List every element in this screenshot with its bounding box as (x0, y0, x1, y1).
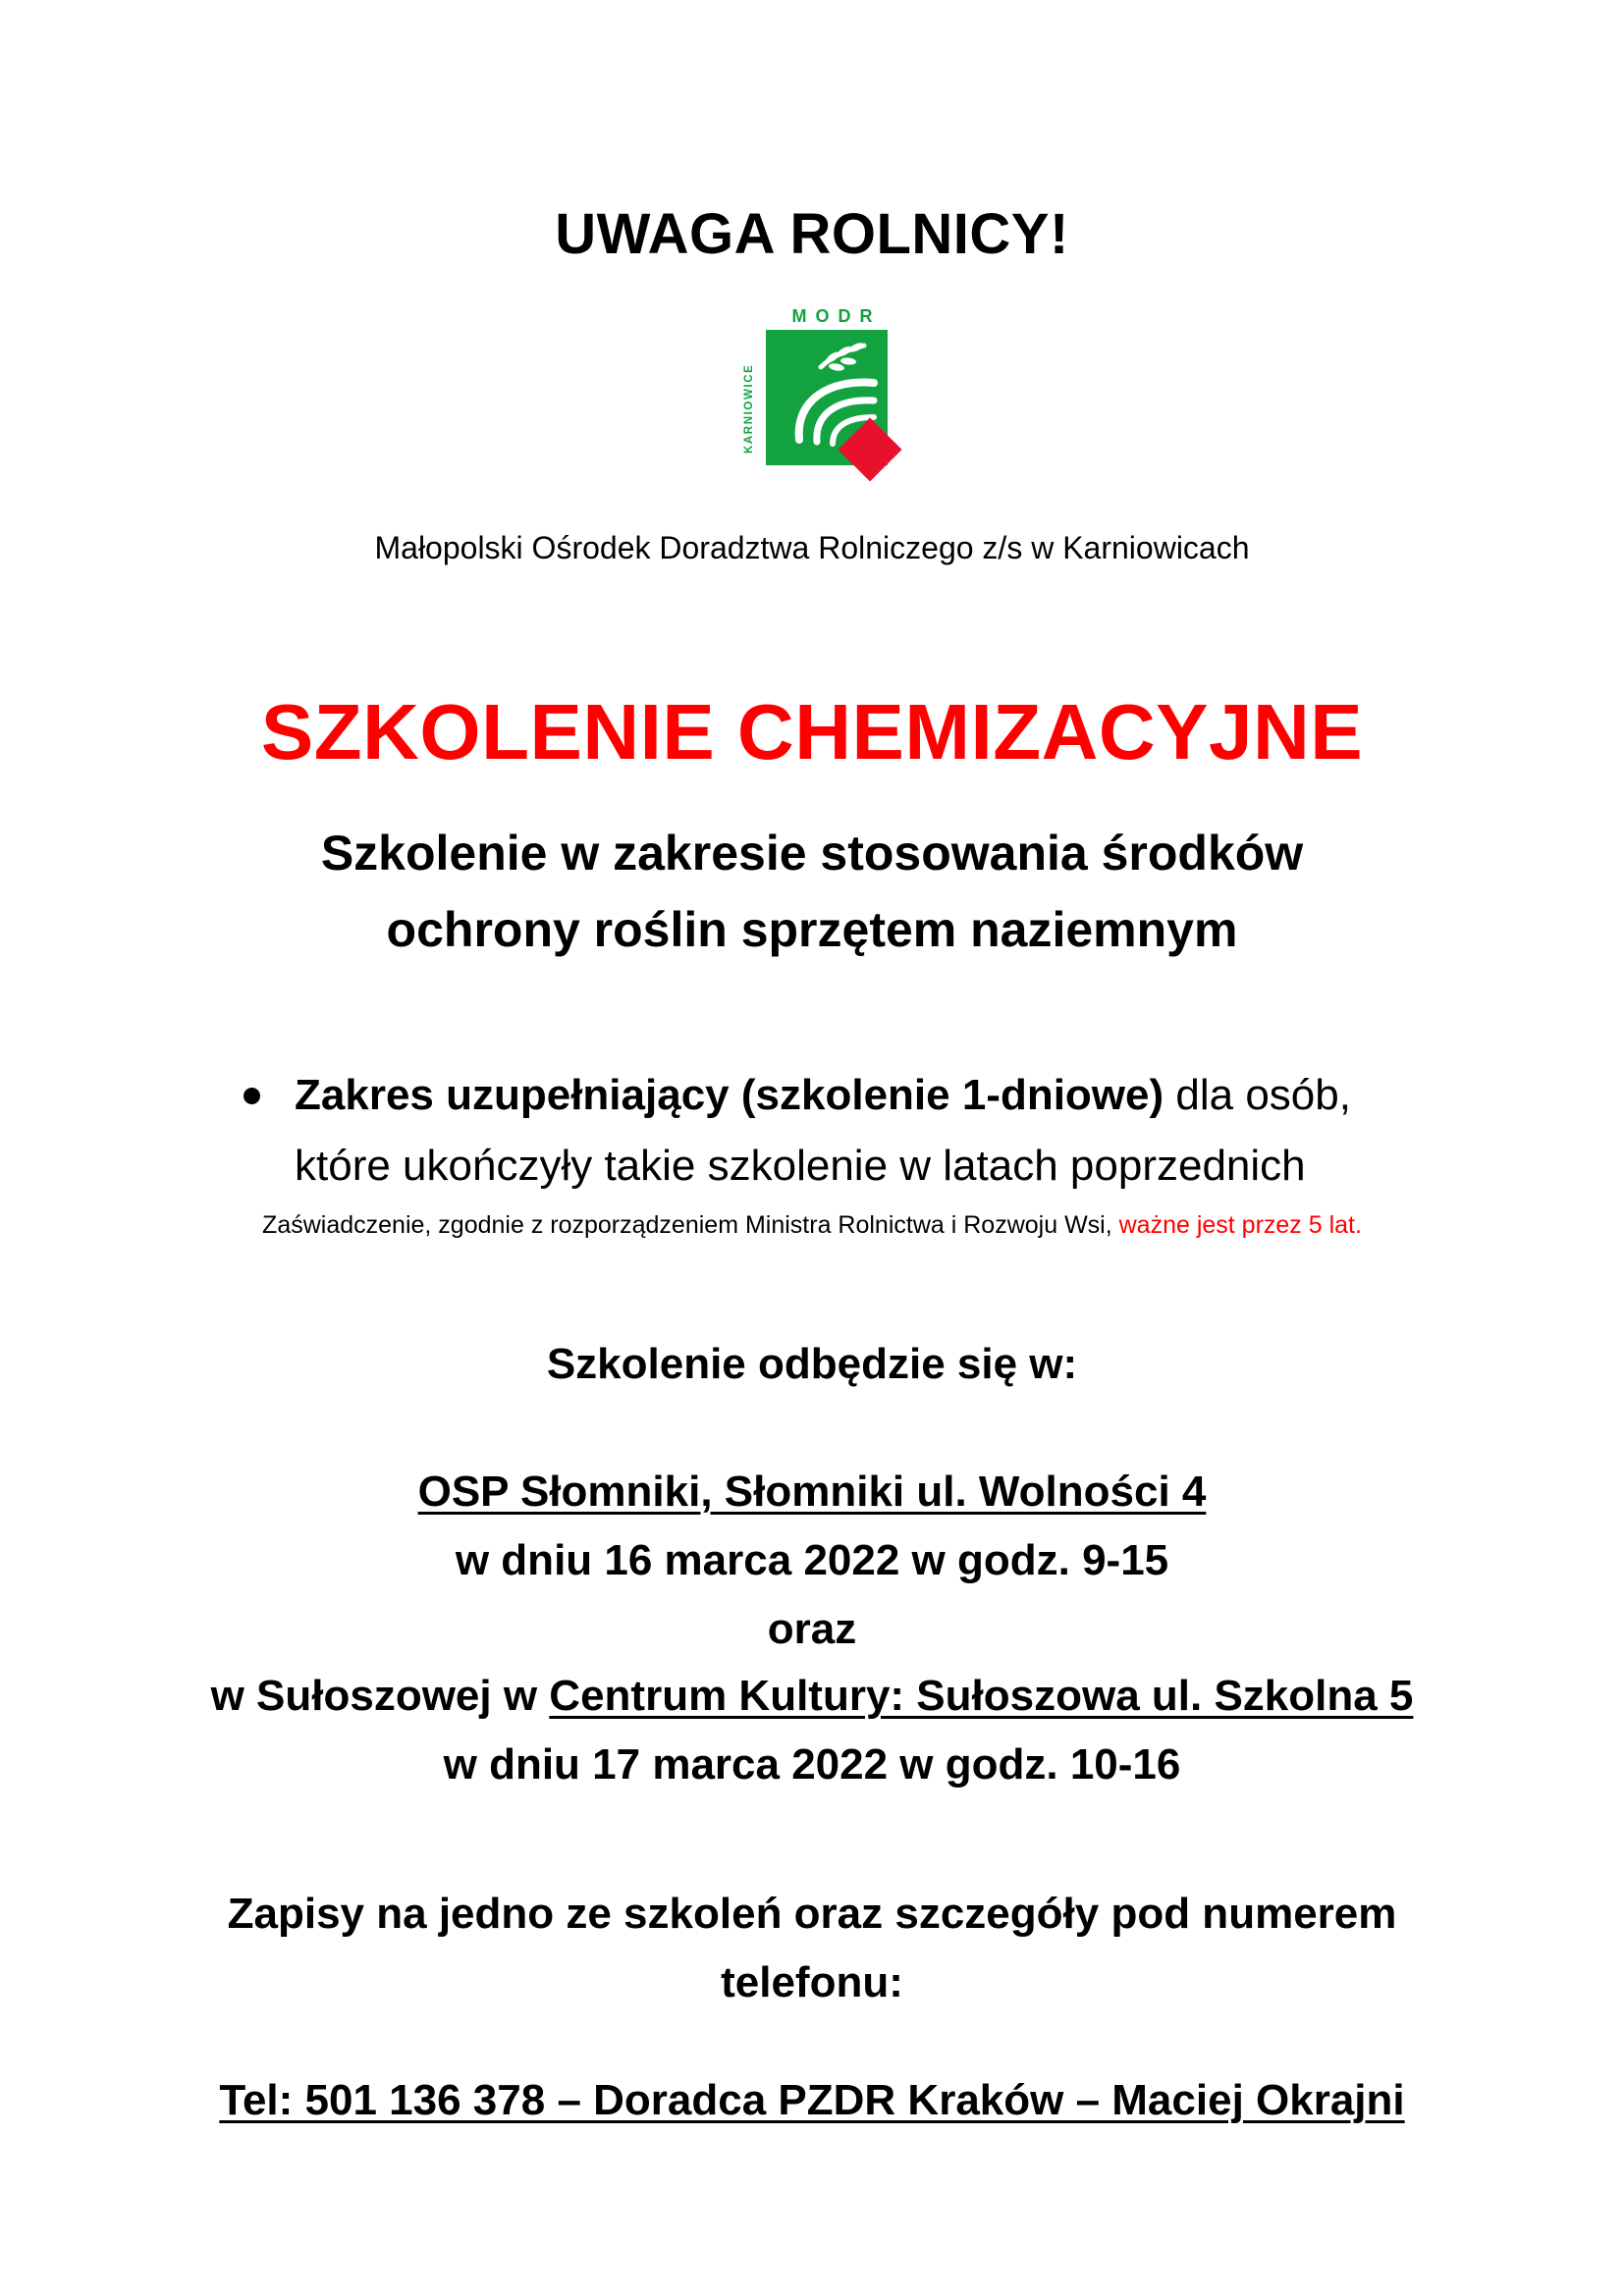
header-title: UWAGA ROLNICY! (555, 202, 1069, 266)
bullet-bold-part: Zakres uzupełniający (szkolenie 1-dniowe) (295, 1071, 1164, 1119)
certificate-note (0, 1211, 1624, 1240)
venue-2-date: w dniu 17 marca 2022 w godz. 10-16 (443, 1740, 1181, 1789)
subtitle-line-2: ochrony roślin sprzętem naziemnym (386, 902, 1238, 957)
venue-heading: Szkolenie odbędzie się w: (546, 1340, 1078, 1388)
venue-connector: oraz (767, 1605, 857, 1653)
venue-1-address: OSP Słomniki, Słomniki ul. Wolności 4 (417, 1468, 1207, 1516)
logo-top-text: MODR (791, 306, 882, 326)
logo-side-text: KARNIOWICE (743, 363, 755, 454)
organization-name: Małopolski Ośrodek Doradztwa Rolniczego z/s w Karniowicach (374, 530, 1250, 565)
subtitle-line-1: Szkolenie w zakresie stosowania środków (320, 826, 1304, 881)
main-title: SZKOLENIE CHEMIZACYJNE (260, 688, 1364, 775)
signup-line-2: telefonu: (721, 1958, 903, 2006)
modr-logo (738, 306, 907, 499)
signup-line-1: Zapisy na jedno ze szkoleń oraz szczegóły pod numerem (227, 1890, 1397, 1938)
venue-2-place (0, 1672, 1624, 1721)
contact-phone: Tel: 501 136 378 – Doradca PZDR Kraków – Maciej Okrajni (219, 2076, 1405, 2124)
venue-2-address: Centrum Kultury: Sułoszowa ul. Szkolna 5 (549, 1672, 1414, 1720)
certificate-validity: ważne jest przez 5 lat. (1118, 1211, 1362, 1239)
venue-1-date: w dniu 16 marca 2022 w godz. 9-15 (455, 1536, 1169, 1584)
contact-line (0, 2076, 1624, 2125)
bullet-line-2: które ukończyły takie szkolenie w latach poprzednich (295, 1142, 1306, 1190)
bullet-dot-icon (244, 1088, 260, 1104)
certificate-text: Zaświadczenie, zgodnie z rozporządzeniem Ministra Rolnictwa i Rozwoju Wsi, (262, 1211, 1119, 1239)
bullet-text (295, 1060, 1351, 1201)
venue-2-prefix: w Sułoszowej w (210, 1672, 550, 1720)
bullet-normal-part: dla osób, (1164, 1071, 1351, 1119)
venue-1-place (0, 1468, 1624, 1517)
